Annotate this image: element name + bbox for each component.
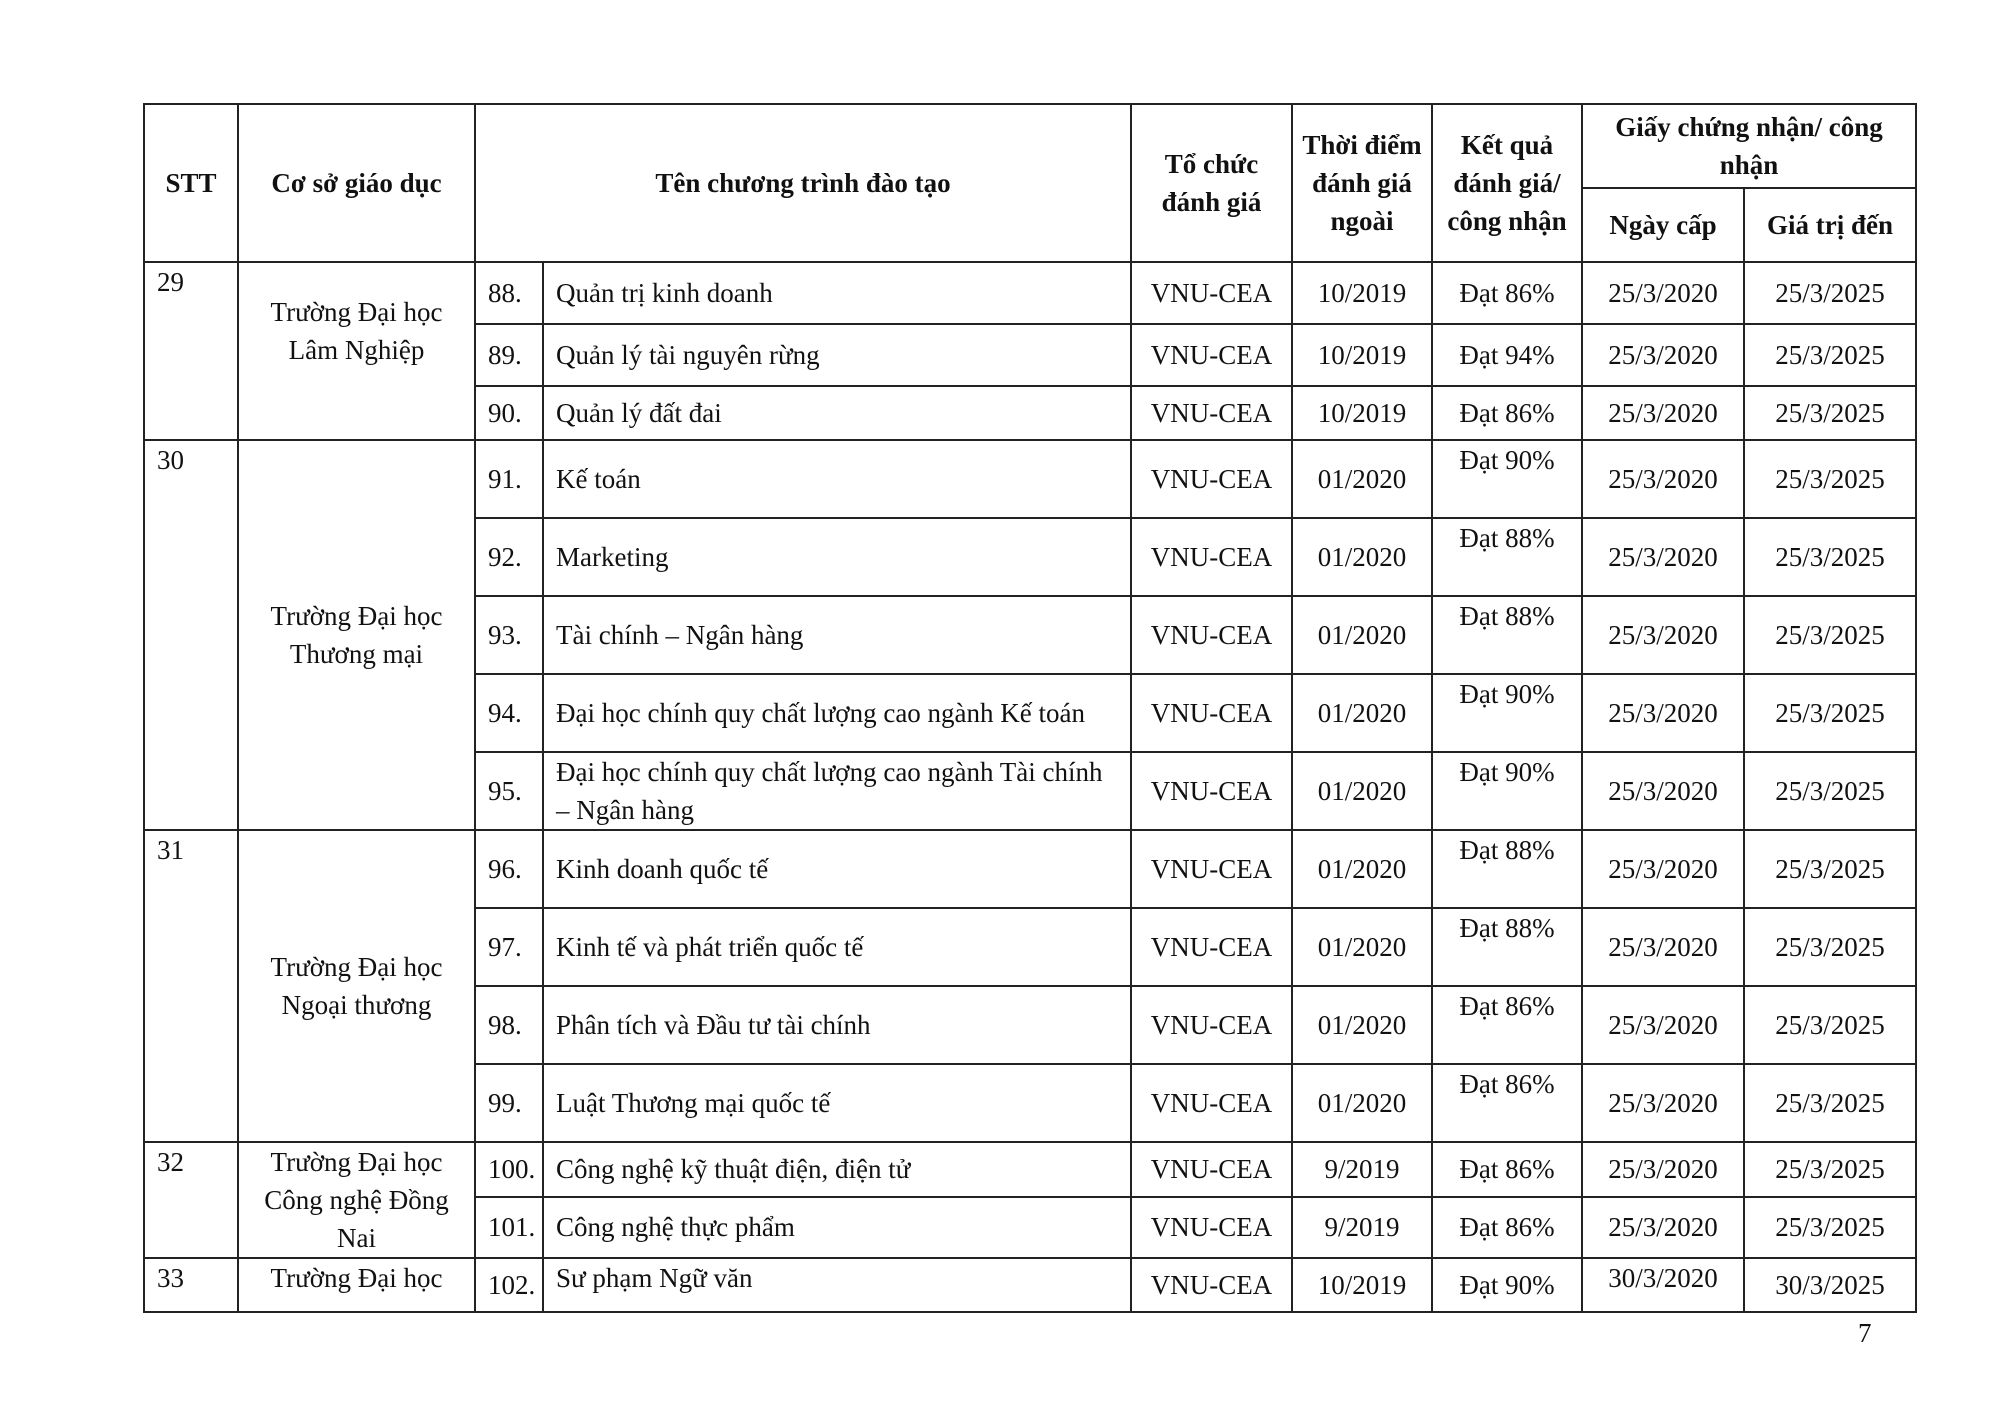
valid-cell: 25/3/2025 <box>1744 674 1916 752</box>
header-certificate: Giấy chứng nhận/ công nhận <box>1582 104 1916 188</box>
program-name: Quản lý đất đai <box>543 386 1131 440</box>
stt-cell: 32 <box>144 1142 238 1258</box>
result-cell: Đạt 86% <box>1432 1197 1582 1258</box>
header-program: Tên chương trình đào tạo <box>475 104 1131 262</box>
header-time: Thời điểm đánh giá ngoài <box>1292 104 1432 262</box>
time-cell: 01/2020 <box>1292 908 1432 986</box>
issued-cell: 25/3/2020 <box>1582 908 1744 986</box>
result-cell: Đạt 88% <box>1432 830 1582 908</box>
issued-cell: 25/3/2020 <box>1582 1197 1744 1258</box>
issued-cell: 25/3/2020 <box>1582 986 1744 1064</box>
stt-cell: 29 <box>144 262 238 440</box>
time-cell: 9/2019 <box>1292 1197 1432 1258</box>
table-row <box>144 1142 1916 1197</box>
organization-cell: VNU-CEA <box>1131 518 1292 596</box>
organization-cell: VNU-CEA <box>1131 908 1292 986</box>
organization-cell: VNU-CEA <box>1131 830 1292 908</box>
program-name: Quản lý tài nguyên rừng <box>543 324 1131 386</box>
program-name: Quản trị kinh doanh <box>543 262 1131 324</box>
time-cell: 01/2020 <box>1292 518 1432 596</box>
program-name: Kinh doanh quốc tế <box>543 830 1131 908</box>
accreditation-table <box>143 103 1917 1313</box>
result-cell: Đạt 90% <box>1432 440 1582 518</box>
time-cell: 10/2019 <box>1292 262 1432 324</box>
issued-cell: 25/3/2020 <box>1582 440 1744 518</box>
organization-cell: VNU-CEA <box>1131 1197 1292 1258</box>
program-name: Công nghệ thực phẩm <box>543 1197 1131 1258</box>
time-cell: 10/2019 <box>1292 386 1432 440</box>
program-name: Kế toán <box>543 440 1131 518</box>
result-cell: Đạt 88% <box>1432 518 1582 596</box>
organization-cell: VNU-CEA <box>1131 752 1292 830</box>
header-result: Kết quả đánh giá/ công nhận <box>1432 104 1582 262</box>
result-cell: Đạt 94% <box>1432 324 1582 386</box>
valid-cell: 25/3/2025 <box>1744 324 1916 386</box>
stt-cell: 30 <box>144 440 238 830</box>
institution-cell: Trường Đại học <box>238 1258 475 1312</box>
issued-cell: 25/3/2020 <box>1582 518 1744 596</box>
issued-cell: 25/3/2020 <box>1582 752 1744 830</box>
organization-cell: VNU-CEA <box>1131 1142 1292 1197</box>
institution-cell: Trường Đại học Ngoại thương <box>238 830 475 1142</box>
table-row <box>144 1258 1916 1312</box>
program-number: 91. <box>475 440 543 518</box>
program-name: Marketing <box>543 518 1131 596</box>
header-stt: STT <box>144 104 238 262</box>
time-cell: 01/2020 <box>1292 596 1432 674</box>
issued-cell: 25/3/2020 <box>1582 1064 1744 1142</box>
program-number: 100. <box>475 1142 543 1197</box>
table-row <box>144 830 1916 908</box>
time-cell: 01/2020 <box>1292 674 1432 752</box>
table-row <box>144 262 1916 324</box>
issued-cell: 30/3/2020 <box>1582 1258 1744 1312</box>
header-valid-until: Giá trị đến <box>1744 188 1916 262</box>
issued-cell: 25/3/2020 <box>1582 386 1744 440</box>
valid-cell: 25/3/2025 <box>1744 440 1916 518</box>
valid-cell: 25/3/2025 <box>1744 386 1916 440</box>
program-number: 95. <box>475 752 543 830</box>
result-cell: Đạt 90% <box>1432 1258 1582 1312</box>
time-cell: 01/2020 <box>1292 440 1432 518</box>
program-number: 96. <box>475 830 543 908</box>
valid-cell: 25/3/2025 <box>1744 262 1916 324</box>
time-cell: 9/2019 <box>1292 1142 1432 1197</box>
result-cell: Đạt 90% <box>1432 752 1582 830</box>
result-cell: Đạt 88% <box>1432 908 1582 986</box>
issued-cell: 25/3/2020 <box>1582 674 1744 752</box>
valid-cell: 30/3/2025 <box>1744 1258 1916 1312</box>
program-name: Tài chính – Ngân hàng <box>543 596 1131 674</box>
organization-cell: VNU-CEA <box>1131 1258 1292 1312</box>
program-number: 98. <box>475 986 543 1064</box>
valid-cell: 25/3/2025 <box>1744 596 1916 674</box>
valid-cell: 25/3/2025 <box>1744 908 1916 986</box>
program-number: 88. <box>475 262 543 324</box>
table-row <box>144 440 1916 518</box>
result-cell: Đạt 88% <box>1432 596 1582 674</box>
page-number: 7 <box>1858 1318 1872 1348</box>
valid-cell: 25/3/2025 <box>1744 830 1916 908</box>
issued-cell: 25/3/2020 <box>1582 596 1744 674</box>
program-number: 97. <box>475 908 543 986</box>
issued-cell: 25/3/2020 <box>1582 324 1744 386</box>
header-institution: Cơ sở giáo dục <box>238 104 475 262</box>
program-number: 102. <box>475 1258 543 1312</box>
program-number: 99. <box>475 1064 543 1142</box>
result-cell: Đạt 86% <box>1432 1142 1582 1197</box>
time-cell: 01/2020 <box>1292 986 1432 1064</box>
institution-cell: Trường Đại học Thương mại <box>238 440 475 830</box>
organization-cell: VNU-CEA <box>1131 386 1292 440</box>
organization-cell: VNU-CEA <box>1131 1064 1292 1142</box>
time-cell: 01/2020 <box>1292 1064 1432 1142</box>
organization-cell: VNU-CEA <box>1131 596 1292 674</box>
header-issued: Ngày cấp <box>1582 188 1744 262</box>
program-number: 101. <box>475 1197 543 1258</box>
organization-cell: VNU-CEA <box>1131 262 1292 324</box>
program-name: Đại học chính quy chất lượng cao ngành Kế toán <box>543 674 1131 752</box>
program-number: 92. <box>475 518 543 596</box>
valid-cell: 25/3/2025 <box>1744 1064 1916 1142</box>
time-cell: 10/2019 <box>1292 324 1432 386</box>
program-number: 94. <box>475 674 543 752</box>
program-name: Luật Thương mại quốc tế <box>543 1064 1131 1142</box>
header-organization: Tổ chức đánh giá <box>1131 104 1292 262</box>
program-name: Sư phạm Ngữ văn <box>543 1258 1131 1312</box>
valid-cell: 25/3/2025 <box>1744 1142 1916 1197</box>
program-name: Phân tích và Đầu tư tài chính <box>543 986 1131 1064</box>
program-name: Đại học chính quy chất lượng cao ngành Tài chính – Ngân hàng <box>543 752 1131 830</box>
organization-cell: VNU-CEA <box>1131 674 1292 752</box>
organization-cell: VNU-CEA <box>1131 440 1292 518</box>
issued-cell: 25/3/2020 <box>1582 262 1744 324</box>
valid-cell: 25/3/2025 <box>1744 752 1916 830</box>
result-cell: Đạt 90% <box>1432 674 1582 752</box>
time-cell: 10/2019 <box>1292 1258 1432 1312</box>
time-cell: 01/2020 <box>1292 752 1432 830</box>
result-cell: Đạt 86% <box>1432 986 1582 1064</box>
program-name: Kinh tế và phát triển quốc tế <box>543 908 1131 986</box>
issued-cell: 25/3/2020 <box>1582 1142 1744 1197</box>
program-name: Công nghệ kỹ thuật điện, điện tử <box>543 1142 1131 1197</box>
program-number: 93. <box>475 596 543 674</box>
program-number: 89. <box>475 324 543 386</box>
result-cell: Đạt 86% <box>1432 262 1582 324</box>
result-cell: Đạt 86% <box>1432 386 1582 440</box>
stt-cell: 31 <box>144 830 238 1142</box>
institution-cell: Trường Đại học Lâm Nghiệp <box>238 262 475 440</box>
valid-cell: 25/3/2025 <box>1744 518 1916 596</box>
result-cell: Đạt 86% <box>1432 1064 1582 1142</box>
organization-cell: VNU-CEA <box>1131 324 1292 386</box>
stt-cell: 33 <box>144 1258 238 1312</box>
institution-cell: Trường Đại học Công nghệ Đồng Nai <box>238 1142 475 1258</box>
time-cell: 01/2020 <box>1292 830 1432 908</box>
issued-cell: 25/3/2020 <box>1582 830 1744 908</box>
valid-cell: 25/3/2025 <box>1744 986 1916 1064</box>
organization-cell: VNU-CEA <box>1131 986 1292 1064</box>
program-number: 90. <box>475 386 543 440</box>
valid-cell: 25/3/2025 <box>1744 1197 1916 1258</box>
